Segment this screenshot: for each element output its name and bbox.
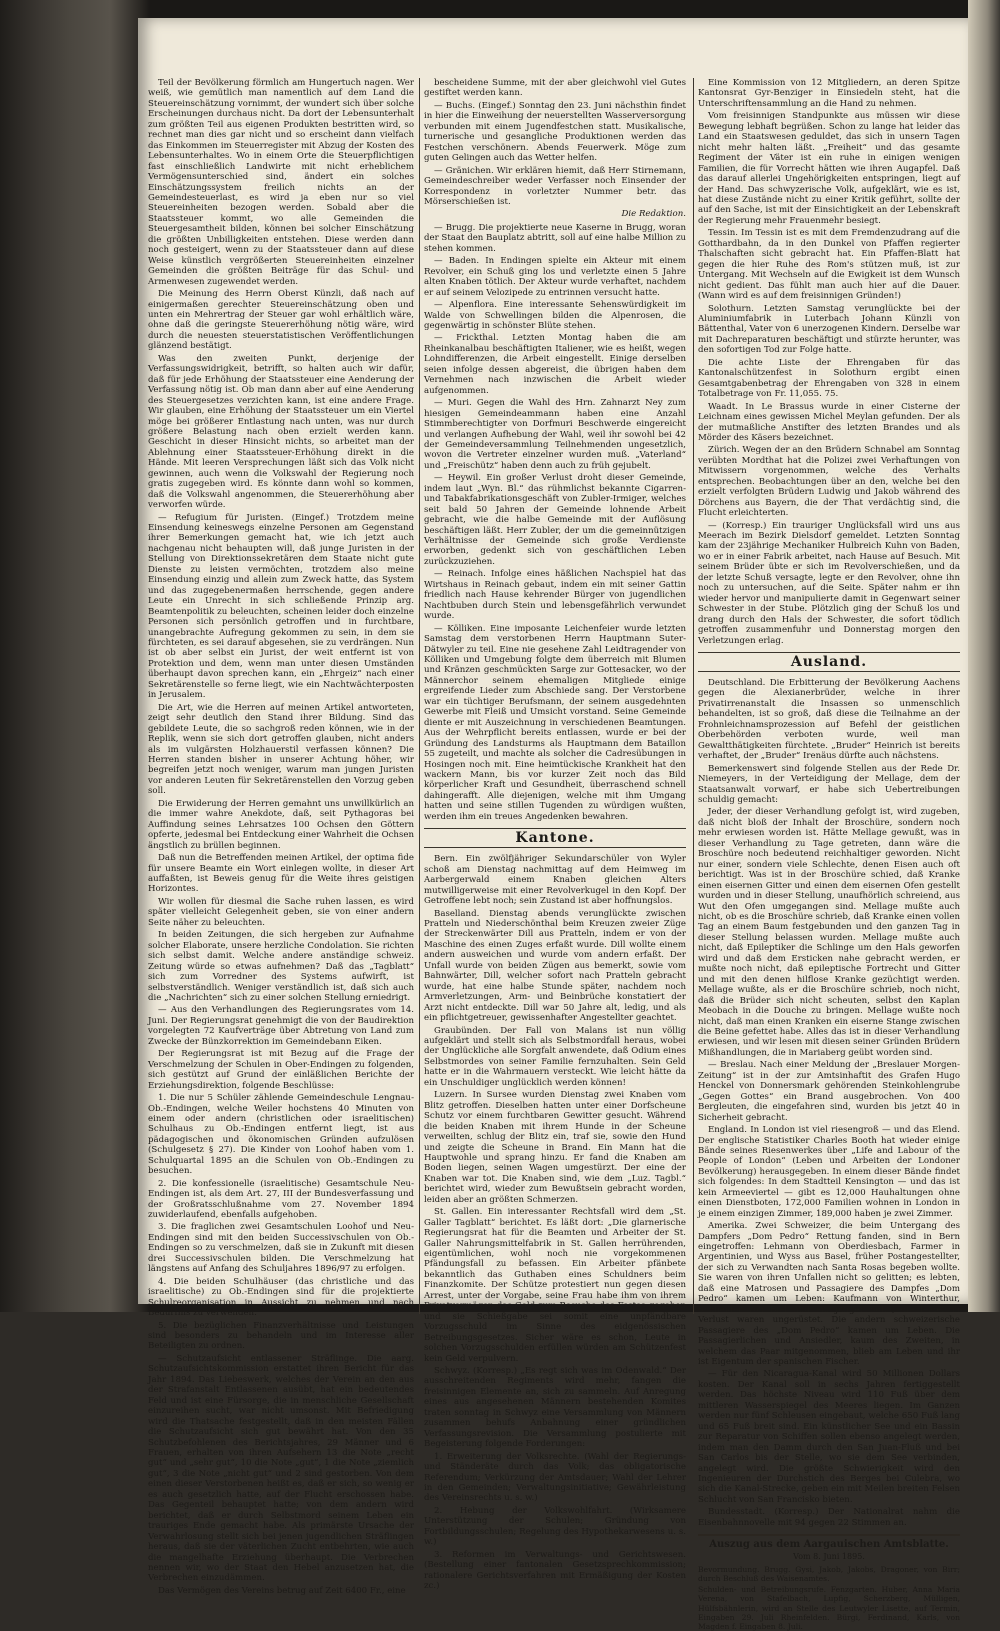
section-heading: Ausland.: [698, 652, 960, 672]
article-paragraph: Deutschland. Die Erbitterung der Bevölkerung Aachens gegen die Alexianerbrüder, welche in ihrer Privatirrenanstalt die Insassen so unmenschlich behandelten, ist so groß, daß diese die Teilnahme an der Frohnleichnamsprozession auf Befehl der geistlichen Oberbehörden verboten wurde, weil man Gewaltthätigkeiten fürchtete. „Bruder“ Heinrich ist bereits verhaftet, der „Bruder“ Irenäus dürfte auch nächstens.: [698, 678, 960, 762]
article-paragraph: — Heywil. Ein großer Verlust droht dieser Gemeinde, indem laut „Wyn. Bl.“ das rühmlichst bekannte Cigarren- und Tabakfabrikationsgeschäft von Zubler-Irmiger, welches seit bald 50 Jahren der Gemeinde lohnende Arbeit gebracht, wie die halbe Gemeinde mit der Auflösung beschäftigen läßt. Herr Zubler, der um die gemeinnützigen Verhältnisse der Gemeinde sich große Verdienste erworben, gedenkt sich von geschäftlichen Leben zurückzuziehen.: [424, 473, 686, 567]
article-paragraph: Solothurn. Letzten Samstag verunglückte bei der Aluminiumfabrik in Luterbach Johann Künzli von Bättenthal, Vater von 6 unerzogenen Kindern. Derselbe war mit Dachreparaturen beschäftigt und stürzte herunter, was den sofortigen Tod zur Folge hatte.: [698, 303, 960, 356]
notice-entry: Schulden- und Betreibungsrufe. Fenzgarten. Huber, Anna Maria Verena, von Stafelbach, Lupfig, Scherzberg, Mülligen, Hülfsbähnlerin, wird an Stelle des Leutwyler Lisette, auf Termin, Eingaben 29. Juli Rheinfelden. Bürgi, Ferdinand, Karls, von Magden f. Eingaben 8. Juli.: [698, 1585, 960, 1631]
article-paragraph: — Buchs. (Eingef.) Sonntag den 23. Juni nächsthin findet in hier die Einweihung der neuerstellten Wasserversorgung verbunden mit einem Jugendfestchen statt. Musikalische, turnerische und gesangliche Produktionen werden das Festchen verschönern. Abends Feuerwerk. Möge zum guten Gelingen auch das Wetter helfen.: [424, 100, 686, 164]
article-paragraph: 3. Die fraglichen zwei Gesamtschulen Loohof und Neu-Endingen sind mit den beiden Successivschulen von Ob.-Endingen so zu verschmelzen, daß sie in Zukunft mit diesen drei Successivschulen bilden. Die Verschmelzung hat längstens auf Anfang des Schuljahres 1896/97 zu erfolgen.: [148, 1222, 414, 1275]
article-paragraph: Der Regierungsrat ist mit Bezug auf die Frage der Verschmelzung der Schulen in Ober-Endingen zu folgenden, sich gestützt auf Grund der einläßlichen Berichte der Erziehungsdirektion, folgende Beschlüsse:: [148, 1049, 414, 1091]
article-paragraph: 2. Hebung der Volkswohlfahrt. (Wirksamere Unterstützung der Schulen; Gründung von Fortbildungsschulen; Regelung des Hypothekarwesens u. s. w.): [424, 1505, 686, 1548]
article-paragraph: Wir wollen für diesmal die Sache ruhen lassen, es wird später vielleicht Gelegenheit geben, sie von einer andern Seite näher zu beleuchten.: [148, 896, 414, 928]
article-paragraph: St. Gallen. Ein interessanter Rechtsfall wird dem „St. Galler Tagblatt“ berichtet. Es läßt dort: „Die glarnerische Regierungsrat hat für die Beamten und Arbeiter der St. Galler Nahrungsmittelfabrik in St. Gallen herrührenden, eigentümlichen, wohl noch nie vorgekommenen Pfändungsfall zu befassen. Ein Arbeiter pfänbete bekanntlich das Guthaben eines Schuldners beim Finanzkomite. Der Schütze protestiert nun gegen diesen Arrest, unter der Vorgabe, seine Frau habe ihm von ihrem Privatvermögen das Geld zum Besuche des Festes gegeben und sie Schießgabe sei somit eine unpfändbare Vorzugsschuld im Sinne des eidgenössischen Betreibungsgesetzes. Sicher wäre es schon, Leute in solchen Vorzugsschulden erfüllen würden am Schützenfest kein Geld verpulvern.: [424, 1207, 686, 1364]
column-left: [148, 78, 414, 1596]
article-paragraph: — Muri. Gegen die Wahl des Hrn. Zahnarzt Ney zum hiesigen Gemeindeammann haben eine Anzahl Stimmberechtigter von Dorfmuri Beschwerde eingereicht und verlangen Aufhebung der Wahl, weil ihr sowohl bei 42 der Gemeindeversammlung Teilnehmenden ungesetzlich, wovon die Vertreter einzelner wurden muß. „Vaterland“ und „Freischütz“ haben denn auch zu früh gejubelt.: [424, 398, 686, 471]
section-heading: Kantone.: [424, 828, 686, 848]
article-paragraph: — Für den Nicaragua-Kanal wird 50 Millionen Dollars kosten. Der Kanal soll in sechs Jahren fertiggestellt werden. Das höchste Niveau wird 110 Fuß über dem mittleren Wasserspiegel des Meeres liegen. Im Ganzen werden nur fünf Schleusen eingebaut, welche 650 Fuß lang und 65 Fuß breit sind. Ein künstlicher See und ein Bassin zur Reparatur von Schiffen sollen ebenso angelegt werden, indem man den Damm durch den San Juan-Fluß und bei San Carlos bis der Stelle, wo sie dem See verbinden, angelegt wird. Die größte Schwierigkeit wird den Ingenieuren der Durchstich des Berges bei Culebra, wo sich die Kanal-Strecke, geben ein mit Meilen breiten Felsen Schlucht von San Francisko bieten.: [698, 1369, 960, 1505]
article-paragraph: Daß nun die Betreffenden meinen Artikel, der optima fide für unsere Beamte ein Wort einlegen wollte, in dieser Art auffaßten, ist Beweis genug für die Weite ihres geistigen Horizontes.: [148, 853, 414, 895]
article-paragraph: — Aus den Verhandlungen des Regierungsrates vom 14. Juni. Der Regierungsrat genehmigt die von der Baudirektion vorgelegten 72 Kaufverträge über Abtretung von Land zum Zwecke der Bünzkorrektion im Gemeindebann Eiken.: [148, 1005, 414, 1047]
column-right-body: [698, 78, 960, 1528]
article-paragraph: Eine Kommission von 12 Mitgliedern, an deren Spitze Kantonsrat Gyr-Benziger in Einsiedeln steht, hat die Unterschriftensammlung an die Hand zu nehmen.: [698, 78, 960, 109]
article-paragraph: Bemerkenswert sind folgende Stellen aus der Rede Dr. Niemeyers, in der Verteidigung der Mellage, dem der Staatsanwalt vorwarf, er habe sich Uebertreibungen schuldig gemacht:: [698, 763, 960, 805]
article-paragraph: — Reinach. Infolge eines häßlichen Nachspiel hat das Wirtshaus in Reinach gebaut, indem ein mit seiner Gattin friedlich nach Hause kehrender Bürger von jugendlichen Nachtbuben durch Stein und lebensgefährlich verwundet wurde.: [424, 569, 686, 622]
column-right: [698, 78, 960, 1631]
article-paragraph: — Schutzaufsicht entlassener Sträflinge. Die aarg. Schutzaufsichtskommission erstattet ihren Bericht für das Jahr 1894. Das Liebeswerk, welches der Verein an den aus der Strafanstalt Entlassenen ausübt, hat ein bedeutendes Feld und ist eine Fürsorge, die in menschliche Gesellschaft einzureihen sucht, war nicht umsonst. Mit Befriedigung wird die Thatsache festgestellt, daß in den meisten Fällen die Schutzaufsicht sich gut bewährt hat. Von den 35 Schutzbefohlenen des Berichtsjahres, 29 Männer und 6 Frauen, erhalten von ihren Aufsehern 13 die Note „recht gut“ und „sehr gut“, 10 die Note „gut“, 1 die Note „ziemlich gut“, 3 die Note „nicht gut“ und 2 sind gestorben. Von dem einen dieser Verstorbenen heißt es, daß er sich, so wenig er es auch gesetzlich hatte, auf der Flucht erschossen habe. Das Gegenteil behauptet hatte; von dem andern wird berichtet, daß er durch Selbstmord seinem Leben ein trauriges Ende gemacht habe. Als primärste Ursache der Verwahrlosung stellt sich bei jenen jugendlichen Sträflingen heraus, daß sie der väterlichen Zucht entbehrten, wie auch die mangelhafte Erziehung überhaupt. Die Verbrechen nennen wir, wo der Staat den Hebel anzusetzen hat, die Verbrechen einzudämmen.: [148, 1353, 414, 1584]
column-middle: [424, 78, 687, 1592]
article-paragraph: — Frickthal. Letzten Montag haben die am Rheinkanalbau beschäftigten Italiener, wie es heißt, wegen Lohndifferenzen, die Arbeit eingestellt. Einige derselben seien infolge dessen abgereist, die übrigen haben dem Vernehmen nach inzwischen die Arbeit wieder aufgenommen.: [424, 333, 686, 396]
page-edge: [968, 0, 1000, 1312]
article-paragraph: — Alpenflora. Eine interessante Sehenswürdigkeit im Walde von Schwellingen bilden die Alpenrosen, die gegenwärtig in schönster Blüte stehen.: [424, 300, 686, 331]
column-rule: [693, 78, 694, 1314]
article-paragraph: Vom freisinnigen Standpunkte aus müssen wir diese Bewegung lebhaft begrüßen. Schon zu lange hat leider das Land ein Staatswesen geduldet, das sich in unsern Tagen nicht mehr halten läßt. „Freiheit“ und das gesamte Regiment der Väter ist ein ruhe in einigen wenigen Familien, die für Vorrecht hätten wie ihren Augapfel. Daß das darauf allerlei Ungehörigkeiten entspringen, liegt auf der Hand. Das schwyzerische Volk, aufgeklärt, wie es ist, hat diese Zustände nicht zu einer Kritik geführt, sollte der auf den Sache, ist mit der Einsichtigkeit an der Lebenskraft der Regierung mehr Frauenmehr besiegt.: [698, 111, 960, 226]
notice-date: Vom 8. Juni 1895.: [793, 1552, 865, 1562]
article-paragraph: Die Art, wie die Herren auf meinen Artikel antworteten, zeigt sehr deutlich den Stand ihrer Bildung. Sind das gebildete Leute, die so sachgroß reden können, wie in der Replik, wenn sie sich dort getroffen glauben, nicht anders als im vulgärsten Holzhauerstil verfassen können? Die Herren standen bisher in unserer Achtung höher, wir begreifen jetzt noch weniger, warum man jungen Juristen vor anderen Leuten für Sekretärenstellen den Vorzug geben soll.: [148, 702, 414, 797]
article-paragraph: 3. Reformen im Verwaltungs- und Gerichtswesen. (Bestellung einer fantonalen Gesetzsprechkommission; rationalere Gerichtsverfahren mit Ermäßigung der Kosten zc.): [424, 1549, 686, 1592]
article-paragraph: Graubünden. Der Fall von Malans ist nun völlig aufgeklärt und stellt sich als Selbstmordfall heraus, wobei der Unglückliche alle Sorgfalt anwendete, daß Odium eines Selbstmordes von seiner Familie fernzuhalten. Sein Geld hatte er in die Wahrmauern versteckt. Wie leicht hätte da ein Unschuldiger unglücklich werden können!: [424, 1025, 686, 1088]
article-paragraph: Baselland. Dienstag abends verunglückte zwischen Pratteln und Niederschönthal beim Kreuzen zweier Züge der Streckenwärter Dill aus Pratteln, indem er von der Maschine des einen Zuges erfaßt wurde. Dill wollte einem andern ausweichen und wurde vom andern erfaßt. Der Unfall wurde von beiden Zügen aus bemerkt, sowie vom Bahnwärter, Dill, welcher sofort nach Pratteln gebracht wurde, hat eine halbe Stunde später, nachdem noch Armverletzungen, Arm- und Beinbrüche konstatiert der Arzt nicht entdeckte. Dill war 50 Jahre alt, ledig, und als ein pflichtgetreuer, gewissenhafter Angestellter geachtet.: [424, 908, 686, 1024]
article-paragraph: — (Korresp.) Ein trauriger Unglücksfall wird uns aus Meerach im Bezirk Dielsdorf gemeldet. Letzten Sonntag kam der 23jährige Mechaniker Hulbreich Kuhn von Baden, wo er in einer Fabrik arbeitet, nach Hause auf Besuch. Mit seinem Brüder übte er sich im Revolverschießen, und da der letzte Schuß versagte, legte er den Revolver, ohne ihn noch zu untersuchen, auf die Seite. Später nahm er ihn wieder hervor und manipulierte damit in Gegenwart seiner Schwester in der Stube. Plötzlich ging der Schuß los und drang durch den Hals der Schwester, die sofort tödlich getroffen zusammenfuhr und Donnerstag morgen den Verletzungen erlag.: [698, 520, 960, 646]
article-paragraph: Bern. Ein zwölfjähriger Sekundarschüler von Wyler schoß am Dienstag nachmittag auf dem Heimweg im Aarbergerwald einem Knaben gleichen Alters mutwilligerweise mit einer Revolverkugel in den Kopf. Der Getroffene lebt noch; sein Zustand ist aber hoffnungslos.: [424, 854, 686, 907]
article-paragraph: Waadt. In Le Brassus wurde in einer Cisterne der Leichnam eines gewissen Michel Meylan gefunden. Der als der mutmaßliche Anstifter des letzten Brandes und als Mörder des Käsers bezeichnet.: [698, 401, 960, 443]
article-paragraph: — Gränichen. Wir erklären hiemit, daß Herr Stirnemann, Gemeindeschreiber weder Verfasser noch Einsender der Korrespondenz in vorletzter Nummer betr. das Mörserschießen ist.: [424, 165, 686, 207]
article-paragraph: — Refugium für Juristen. (Eingef.) Trotzdem meine Einsendung keineswegs einzelne Personen am Gegenstand ihrer Bemerkungen gemacht hat, wie ich jetzt auch nachgenau nicht behaupten will, daß junge Juristen in der Stellung von Direktionssekretären dem Staate nicht gute Dienste zu leisten vermöchten, trotzdem also meine Einsendung einzig und allein zum Zweck hatte, das System und das zugegebenermaßen herrschende, gegen andere Leute ein Unrecht in sich schließende Prinzip arg. Beamtenpolitik zu beleuchten, scheinen leider doch einzelne Personen sich persönlich getroffen und in furchtbare, unangebrachte Aufregung gekommen zu sein, in dem sie fürchteten, es sei darauf abgesehen, sie zu verdrängen. Nun ist ob aber selbst ein Jurist, der weit entfernt ist von Protektion und dem, wenn man unter diesen Umständen überhaupt davon sprechen kann, ein „Ehrgeiz“ nach einer Sekretärenstelle so ferne liegt, wie ein Nachtwächterposten in Jerusalem.: [148, 512, 414, 701]
amtsblatt-notice: [698, 1534, 960, 1631]
article-paragraph: Amerika. Zwei Schweizer, die beim Untergang des Dampfers „Dom Pedro“ Rettung fanden, sind in Bern eingetroffen: Lehmann von Oberdiesbach, Farmer in Argentinien, und Wyss aus Basel, früher Postangestellter, der sich zu Verwandten nach Santa Rosas begeben wollte. Sie waren von ihren Unfallen nicht so gelitten; es lebten, daß eine Matrosen und Passagiere des Dampfes „Dom Pedro“ kamen um Leben: Kaufmann von Winterthur, Schneider von Biel und ein junger Sohn, die leider in Verlust waren ungerüstet. Die andern schweizerische Passagiere des „Dom Pedro“ kamen um Leben. Die Passagierlichen und Ansiedler, kaum des Zweiten, in welchem das Paar mitgenommen, blieb am Leben und ihr ist Eigentum der spanischen Fischer.: [698, 1221, 960, 1368]
article-paragraph: Die Meinung des Herrn Oberst Künzli, daß nach auf einigermaßen gerechter Steuereinschätzung oben und unten ein Mehrertrag der Steuer gar wohl erhältlich wäre, ohne daß die geringste Steuererhöhung nötig wäre, wird durch die neuesten steuerstatistischen Veröffentlichungen glänzend bestätigt.: [148, 289, 414, 352]
article-paragraph: — Kölliken. Eine imposante Leichenfeier wurde letzten Samstag dem verstorbenen Herrn Hauptmann Suter-Dätwyler zu teil. Eine nie gesehene Zahl Leidtragender von Kölliken und Umgebung folgte dem überreich mit Blumen und Kränzen geschmückten Sarge zur Gottesacker, wo der Männerchor seinem ehemaligen Mitgliede einige ergreifende Lieder zum Abschiede sang. Der Verstorbene war ein tüchtiger Berufsmann, der seinem ausgedehnten Gewerbe mit Fleiß und Umsicht vorstand. Seine Gemeinde diente er mit Auszeichnung in verschiedenen Beamtungen. Aus der Wehrpflicht bereits entlassen, wurde er bei der Gründung des Landsturms als Hauptmann dem Bataillon 55 zugeteilt, und machte als solcher die Cadresübungen in Hosingen noch mit. Eine heimtückische Krankheit hat den wackern Mann, bis vor kurzer Zeit noch das Bild körperlicher Kraft und Gesundheit, überraschend schnell dahingerafft. Alle diejenigen, welche mit ihm Umgang hatten und seine stillen Tugenden zu würdigen wußten, werden ihm ein treues Angedenken bewahren.: [424, 623, 686, 822]
notice-entry: Bevormundung. Brugg. Gysi, Jakob, Jakobs, Dragoner, von Birr; durch Beschluß des Waisenamtes.: [698, 1564, 960, 1583]
article-paragraph: Bundesstadt. (Korresp.) Der Nationalrat nahm die Eisenbahnnovelle mit 94 gegen 22 Stimmen an.: [698, 1507, 960, 1528]
article-paragraph: Luzern. In Sursee wurden Dienstag zwei Knaben vom Blitz getroffen. Dieselben hatten unter einer Dorfscheune Schutz vor einem furchtbaren Gewitter gesucht. Während die beiden Knaben mit ihrem Hunde in der Scheune verweilten, schlug der Blitz ein, traf sie, sowie den Hund und zeigte die Scheune in Brand. Ein Mann hat die Hauptwohle und sprang hinzu. Er fand die Knaben am Boden liegen, seinen Wagen umgestürzt. Der eine der Knaben war tot. Die Knaben sind, wie dem „Luz. Tagbl.“ berichtet wird, wieder zum Bewußtsein gebracht worden, leiden aber an größten Schmerzen.: [424, 1090, 686, 1205]
article-paragraph: Schwyz. (Korresp.) „Es regt sich was im Odenwald.“ Der ausschreitenden Regiments wird mehr, fangen die freisinnigen Elemente an, sich zu sammeln. Auf Anregung eines aus angesehenen Männern bestehenden Komites traten sonntag in Schwyz eine Versammlung von Männern zusammen behufs Anbahnung einer gründlichen Verfassungsrevision. Die Versammlung postulierte mit Begeisterung folgende Forderungen:: [424, 1366, 686, 1450]
article-paragraph: Die achte Liste der Ehrengaben für das Kantonalschützenfest in Solothurn ergibt einen Gesamtgabenbetrag der Ehrengaben von 328 in einem Totalbetrage von Fr. 11,055. 75.: [698, 357, 960, 400]
article-paragraph: England. In London ist viel riesengroß — und das Elend. Der englische Statistiker Charles Booth hat wieder einige Bände seines Riesenwerkes über „Life and Labour of the People of London“ (Leben und Arbeiten der Londoner Bevölkerung) herausgegeben. In einem dieser Bände findet sich folgendes: In dem Stadtteil Kensington — und das ist kein Armeeviertel — gibt es 12,000 Hauhaltungen ohne einen Dienstboten, 172,000 Familien wohnen in London in je einem einzigen Zimmer, 189,000 haben je zwei Zimmer.: [698, 1125, 960, 1219]
article-paragraph: Tessin. Im Tessin ist es mit dem Fremdenzudrang auf die Gotthardbahn, da in den Dunkel von Pfaffen regierter Thalschaften sicht gebracht hat. Ein Pfaffen-Blatt hat gegen die hier Ruhe des Rom's stützen muß, ist zur Untergang. Mit Wechseln auf die Ewigkeit ist dem Wunsch nicht gedient. Das fühlt man auch hier auf die Dauer. (Wann wird es auf dem freisinnigen Gründen!): [698, 228, 960, 302]
article-paragraph: — Baden. In Endingen spielte ein Akteur mit einem Revolver, ein Schuß ging los und verletzte einen 5 Jahre alten Knaben tötlich. Der Akteur wurde verhaftet, nachdem er auf seinem Velozipede zu entrinnen versucht hatte.: [424, 256, 686, 298]
editorial-signature: Die Redaktion.: [621, 209, 686, 220]
article-paragraph: 1. Erweiterung der Volksrechte. (Wahl der Regierungs- und Ständeräte durch das Volk; das obligatorische Referendum; Verkürzung der Amtsdauer; Wahl der Lehrer in den Gemeinden; Verwaltungsinitiative; Gewährleistung des Vereinsrechts u. s. w.): [424, 1451, 686, 1504]
article-paragraph: 5. Die bezüglichen Finanzverhältnisse und Leistungen sind besonders zu behandeln und im Interesse aller Beteiligten zu ordnen.: [148, 1320, 414, 1352]
article-paragraph: In beiden Zeitungen, die sich hergeben zur Aufnahme solcher Elaborate, unsere herzliche Condolation. Sie richten sich selbst damit. Welche andere anständige schweiz. Zeitung würde so etwas aufnehmen? Daß das „Tagblatt“ sich zum Vorredner des Systems aufwirft, ist selbstverständlich. Weniger verständlich ist, daß sich auch die „Nachrichten“ sich zu einer solchen Stellung erniedrigt.: [148, 930, 414, 1003]
article-paragraph: Teil der Bevölkerung förmlich am Hungertuch nagen. Wer weiß, wie gemütlich man namentlich auf dem Land die Steuereinschätzung vornimmt, der wundert sich über solche Erscheinungen durchaus nicht. Da dort der Lebensunterhalt zum größten Teil aus eigenen Produkten bestritten wird, so rechnet man dies gar nicht und so erscheint dann vielfach das Einkommen im Steuerregister mit Abzug der Kosten des Lebensunterhaltes. Wo in einem Orte die Steuerpflichtigen fast einschließlich Landwirte mit nicht erheblichem Vermögensunterschied sind, ändert ein solches Einschätzungssystem freilich nichts an der Gemeindesteuerlast, es wird ja eben nur so viel Steuereinheiten bezogen werden. Sobald aber die Staatssteuer kommt, wo alle Gemeinden die Steuergesamtheit bilden, können bei solcher Einschätzung die größten Unbilligkeiten entstehen. Diese werden dann noch gesteigert, wenn zu der Staatssteuer dann auf diese Weise künstlich vergrößerten Steuereinheiten einzelner Gemeinden die größten Beiträge für das Schul- und Armenwesen zugewendet werden.: [148, 78, 414, 287]
article-paragraph: Jeder, der dieser Verhandlung gefolgt ist, wird zugeben, daß nicht bloß der Inhalt der Broschüre, sondern noch mehr erwiesen worden ist. Hätte Mellage gewußt, was in dieser Verhandlung zu Tage getreten, dann wäre die Broschüre noch bedeutend reichhaltiger geworden. Nicht nur einer, sondern viele Schlechte, denen Eisen auch oft berichtigt. Was ist in der Broschüre schied, daß Kranke einen eisernen Gitter und einen dem eisernen Ofen gestellt wurden und in dieser Stellung, unaufhörlich schreiend, aus Wut den Ofen umgegangen sind. Mellage mußte auch nicht, ob es die Broschüre schrieb, daß Kranke einen vollen Tag an einem Baum festgebunden und den ganzen Tag in dieser Stellung belassen wurden. Mellage mußte auch nicht, daß Epileptiker die Schlinge um den Hals geworfen wird und daß dem Ersticken nahe gebracht werden, er mußte noch nicht, daß epileptische Fortrecht und Gitter und mit den denen hilflose Kranke gezüchtigt werden. Mellage wußte, als er die Broschüre schrieb, noch nicht, daß die Brüder sich nicht scheuten, selbst den Kaplan Meobach in die Douche zu bringen. Mellage wußte noch nicht, daß man einen Kranken ein eiserne Stange zwischen die Beine gefettet habe. Alles das ist in dieser Verhandlung erwiesen, und wir lesen mit diesen seiner Gründen Brüdern Mißhandlungen, die in Mariaberg geübt worden sind.: [698, 807, 960, 1058]
article-paragraph: Was den zweiten Punkt, derjenige der Verfassungswidrigkeit, betrifft, so halten auch wir dafür, daß für jede Erhöhung der Staatssteuer eine Aenderung der Verfassung nötig ist. Ob man dann aber auf eine Aenderung des Steuergesetzes verzichten kann, ist eine andere Frage. Wir glauben, eine Erhöhung der Staatssteuer um ein Viertel möge bei größerer Entlastung nach unten, was nur durch größere Belastung nach oben erzielt werden kann. Geschicht in dieser Hinsicht nichts, so arbeitet man der Ablehnung einer Staatssteuer-Erhöhung direkt in die Hände. Mit leeren Versprechungen läßt sich das Volk nicht gewinnen, auch wenn die Volkswahl der Regierung noch gratis zugegeben wird. Es könnte dann wohl so kommen, daß die Volkswahl angenommen, die Steuererhöhung aber verworfen würde.: [148, 353, 414, 511]
article-paragraph: Das Vermögen des Vereins betrug auf Zeit 6400 Fr., eine: [158, 1585, 406, 1596]
article-paragraph: Die Erwiderung der Herren gemahnt uns unwillkürlich an die immer wahre Anekdote, daß, seit Pythagoras bei Auffindung seines Lehrsatzes 100 Ochsen den Göttern opferte, jedesmal bei Entdeckung einer Wahrheit die Ochsen ängstlich zu brüllen beginnen.: [148, 798, 414, 851]
article-paragraph: 2. Die konfessionelle (israelitische) Gesamtschule Neu-Endingen ist, als dem Art. 27, III der Bundesverfassung und der Großratsschlußnahme vom 27. November 1894 zuwiderlaufend, ebenfalls aufgehoben.: [148, 1178, 414, 1221]
notice-entries: [698, 1565, 960, 1631]
article-paragraph: — Brugg. Die projektierte neue Kaserne in Brugg, woran der Staat den Bauplatz abtritt, soll auf eine halbe Million zu stehen kommen.: [424, 222, 687, 254]
notice-title: Auszug aus dem Aargauischen Amtsblatte.: [698, 1534, 960, 1551]
article-paragraph: 1. Die nur 5 Schüler zählende Gemeindeschule Lengnau-Ob.-Endingen, welche Weiler hochstens 40 Minuten von einem oder andern (christlichen oder israelitischen) Schulhaus zu Ob.-Endingen entfernt liegt, ist aus pädagogischen und ökonomischen Gründen aufzulösen (Schulgesetz § 27). Die Kinder von Loohof haben vom 1. Schulquartal 1895 an die Schulen von Ob.-Endingen zu besuchen.: [148, 1093, 414, 1177]
article-paragraph: 4. Die beiden Schulhäuser (das christliche und das israelitische) zu Ob.-Endingen sind für die projektierte Schulreorganisation in Aussicht zu nehmen und nach Bedürfnis zu verwenden.: [148, 1276, 414, 1319]
newspaper-page: [138, 18, 968, 1631]
article-paragraph: — Breslau. Nach einer Meldung der „Breslauer Morgen-Zeitung“ ist in der zur Amtsinhaftit des Grafen Hugo Henckel von Donnersmark gehörenden Steinkohlengrube „Gegen Gottes“ ein Brand ausgebrochen. Von 400 Bergleuten, die eingefahren sind, wurden bis jetzt 40 in Sicherheit gebracht.: [698, 1060, 960, 1123]
article-paragraph: Zürich. Wegen der an den Brüdern Schnabel am Sonntag verübten Mordthat hat die Polizei zwei Verhaftungen von Mitwissern vorgenommen, welche des Verhalts entsprechen. Beobachtungen über an den, welche bei den erzielt verfolgten Brüdern Ludwig und Jakob während des Dörchens aus Bayern, die der That verdächtig sind, die Flucht erleichterten.: [698, 445, 960, 519]
column-rule: [419, 78, 420, 1314]
article-paragraph: bescheidene Summe, mit der aber gleichwohl viel Gutes gestiftet werden kann.: [424, 78, 686, 99]
